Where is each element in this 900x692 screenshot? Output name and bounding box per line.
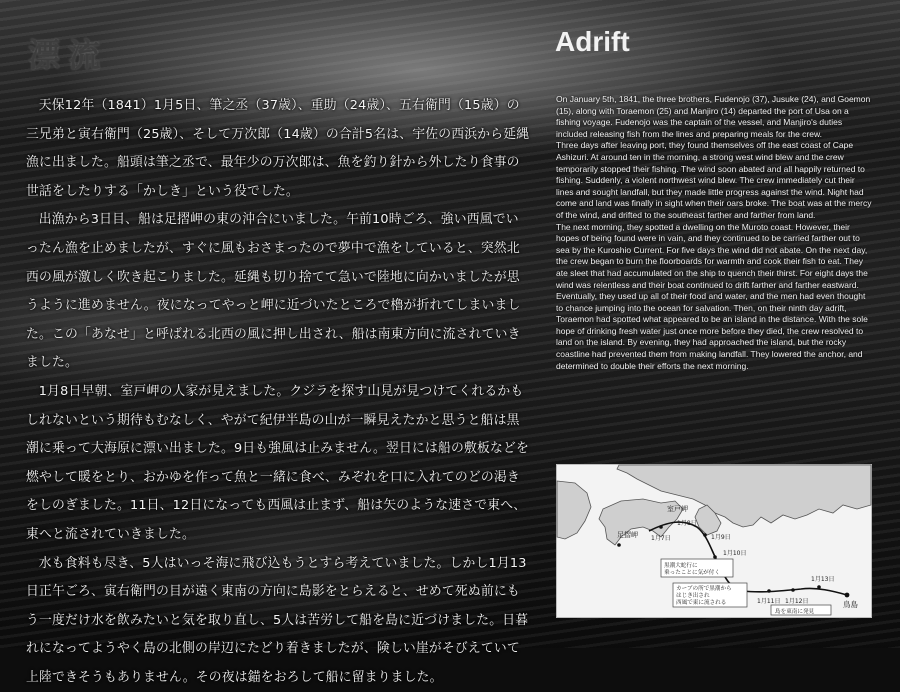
route-point-jan11: [767, 589, 771, 593]
label-jan7: 1月7日: [651, 534, 671, 542]
label-torishima: 鳥島: [843, 599, 858, 609]
route-point-jan13: [817, 585, 821, 589]
japanese-paragraph: 天保12年（1841）1月5日、筆之丞（37歳）、重助（24歳）、五右衛門（15歳）の三兄弟と寅右衛門（25歳）、そして万次郎（14歳）の合計5名は、宇佐の西浜から延縄漁に出ました。船頭は筆之丞で、最年少の万次郎は、魚を釣り針から外したり食事の世話をしたりする「かしき」という役でした。: [26, 92, 531, 206]
drift-route-map: [556, 464, 872, 618]
curve-note-line2: はじき出され: [676, 591, 710, 599]
curve-note-line3: 西風で東に流される: [676, 598, 726, 606]
label-muroto: 室戸岬: [667, 504, 688, 513]
japanese-paragraph: 出漁から3日目、船は足摺岬の東の沖合にいました。午前10時ごろ、強い西風でいったん漁を止めましたが、すぐに風もおさまったので夢中で漁をしていると、突然北西の風が激しく吹き起こりました。延縄も切り捨てて急いで陸地に向かいましたが思うように進めません。夜になってやっと岬に近づいたところで櫓が折れてしまいました。この「あなせ」と呼ばれる北西の風に押し出され、船は南東方向に流されていきました。: [26, 206, 531, 378]
drift-route-map-svg: [557, 465, 871, 617]
route-point-jan10: [713, 555, 717, 559]
route-point-jan12: [791, 588, 795, 592]
kuroshio-note-line1: 黒潮大蛇行に: [664, 561, 698, 569]
english-paragraph: The next morning, they spotted a dwelling on the Muroto coast. However, their hopes of being found were in vain, and they continued to be carried farther out to sea by the Kuroshio Current. For five days the wind did not abate. On the next day, the crew began to burn the floorboards for warmth and cook their fish to eat. They ate sleet that had accumulated on the ship to quench their thirst. For eight days the wind was relentless and their boat continued to drift farther and farther eastward.: [556, 222, 874, 292]
label-jan12: 1月12日: [785, 597, 808, 605]
english-paragraph: On January 5th, 1841, the three brothers, Fudenojo (37), Jusuke (24), and Goemon (15), along with Toraemon (25) and Manjiro (14) departed the port of Usa on a fishing voyage. Fudenojo was the captain of the vessel, and Manjiro's duties included releasing fish from the lines and preparing meals for the crew.: [556, 94, 874, 140]
route-point-ashizuri: [617, 543, 621, 547]
japanese-paragraph: 1月8日早朝、室戸岬の人家が見えました。クジラを探す山見が見つけてくれるかもしれないという期待もむなしく、やがて紀伊半島の山が一瞬見えたかと思うと船は黒潮に乗って大海原に漂い出ました。9日も強風は止みません。翌日には船の敷板などを燃やして暖をとり、おかゆを作って魚と一緒に食べ、みぞれを口に入れてのどの渇きをしのぎました。11日、12日になっても西風は止まず、船は矢のような速さで東へ、東へと流されていきました。: [26, 378, 531, 550]
label-jan13: 1月13日: [811, 575, 834, 583]
japanese-text-block: [26, 92, 531, 692]
torishima-island: [845, 593, 850, 598]
label-jan9: 1月9日: [711, 533, 731, 541]
japanese-title: 漂流: [28, 30, 108, 76]
label-jan11: 1月11日: [757, 597, 780, 605]
english-title: Adrift: [555, 26, 630, 58]
english-paragraph: Three days after leaving port, they found themselves off the east coast of Cape Ashizuri. At around ten in the morning, a strong west wind blew and the crew temporarily stopped their fishing. The wind soon abated and all happily returned to fishing. Suddenly, a violent northwest wind blew. The crew immediately cut their lines and sought landfall, but they made little progress against the wind. Night had come and land was finally in sight when their oars broke. The boat was at the mercy of the wind, and drifted to the southeast farther and farther from land.: [556, 140, 874, 221]
english-paragraph: Eventually, they used up all of their food and water, and the men had even thought to chance jumping into the ocean for salvation. Then, on their ninth day adrift, Toraemon had spotted what appeared to be an island in the distance. With the sole hope of drinking fresh water just once more before they died, the crew resolved to land on the island. By evening, they had approached the island, but the rocky coastline had prevented them from making landfall. They lowered the anchor, and determined to double their efforts the next morning.: [556, 291, 874, 372]
curve-note-line1: カーブの所で黒潮から: [676, 584, 732, 592]
island-sighted-note: 島を東南に発見: [775, 607, 815, 615]
english-text-block: [556, 94, 874, 372]
label-ashizuri: 足摺岬: [617, 530, 638, 539]
japanese-paragraph: 水も食料も尽き、5人はいっそ海に飛び込もうとすら考えていました。しかし1月13日正午ごろ、寅右衛門の目が遠く東南の方向に島影をとらえると、せめて死ぬ前にもう一度だけ水を飲みたいと気を取り直し、5人は苦労して船を島に近づけました。日暮れになってようやく島の北側の岸辺にたどり着きましたが、険しい崖がそびえていて上陸できそうもありません。その夜は錨をおろして船に留まりました。: [26, 550, 531, 692]
route-point-muroto: [659, 525, 663, 529]
kuroshio-note-line2: 乗ったことに気が付く: [664, 568, 720, 576]
label-jan8: 1月8日: [677, 519, 697, 527]
label-jan10: 1月10日: [723, 549, 746, 557]
route-point-jan9: [703, 533, 707, 537]
